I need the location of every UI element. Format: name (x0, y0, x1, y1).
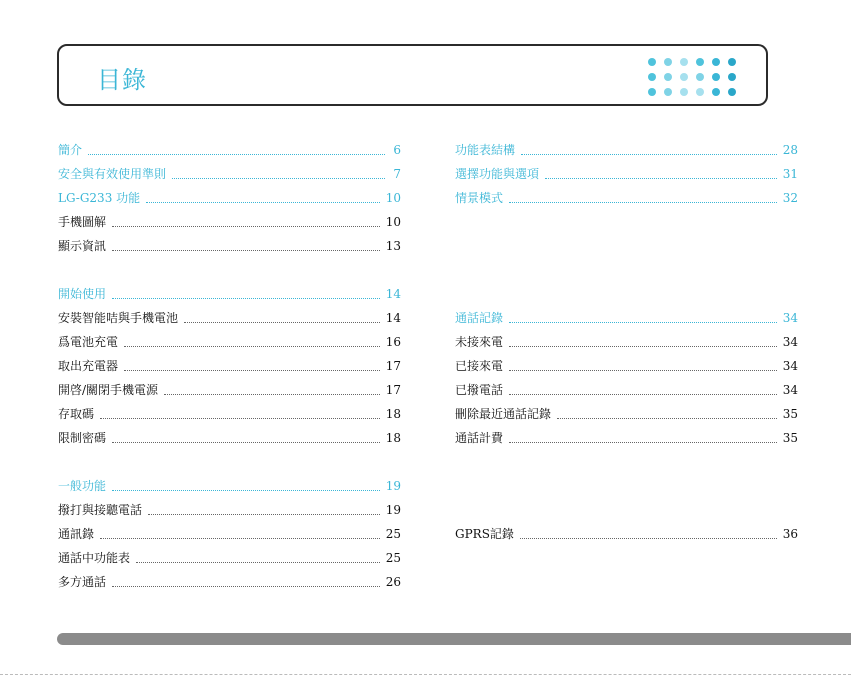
toc-entry[interactable] (58, 162, 401, 186)
dot-leader (509, 394, 777, 395)
toc-entry[interactable] (455, 162, 798, 186)
dot-leader (112, 490, 380, 491)
toc-entry-label: 已接來電 (455, 359, 504, 373)
toc-entry[interactable] (58, 306, 401, 330)
decorative-dot (648, 88, 656, 96)
toc-entry[interactable] (455, 306, 798, 330)
toc-entry-page-number: 16 (385, 335, 401, 349)
toc-entry-page-number: 25 (385, 527, 401, 541)
dot-leader (172, 178, 385, 179)
decorative-dot (728, 58, 736, 66)
decorative-dot (712, 73, 720, 81)
header-box (57, 44, 768, 106)
toc-entry-page-number: 34 (782, 335, 798, 349)
dot-leader (521, 154, 777, 155)
decorative-dot (648, 58, 656, 66)
toc-entry[interactable] (58, 354, 401, 378)
toc-entry[interactable] (455, 522, 798, 546)
decorative-dot (680, 88, 688, 96)
dot-leader (184, 322, 380, 323)
decorative-dot (712, 88, 720, 96)
decorative-dot (728, 73, 736, 81)
toc-entry-label: GPRS記錄 (455, 527, 514, 541)
page-title: 目錄 (97, 66, 147, 94)
toc-entry-label: 通話計費 (455, 431, 504, 445)
toc-entry-page-number: 32 (782, 191, 798, 205)
dot-leader (509, 442, 777, 443)
dot-leader (112, 442, 380, 443)
toc-entry-page-number: 31 (782, 167, 798, 181)
decorative-dot (696, 73, 704, 81)
toc-entry-label: 開啓/關閉手機電源 (58, 383, 159, 397)
toc-entry-label: 顯示資訊 (58, 239, 107, 253)
dot-leader (136, 562, 380, 563)
toc-entry-page-number: 17 (385, 383, 401, 397)
toc-entry[interactable] (58, 570, 401, 594)
toc-entry-page-number: 28 (782, 143, 798, 157)
toc-entry-label: 爲電池充電 (58, 335, 119, 349)
dot-leader (112, 250, 380, 251)
decorative-dot (712, 58, 720, 66)
toc-entry-page-number: 36 (782, 527, 798, 541)
toc-entry[interactable] (455, 426, 798, 450)
dot-leader (112, 226, 380, 227)
toc-entry-page-number: 35 (782, 407, 798, 421)
toc-entry-label: 取出充電器 (58, 359, 119, 373)
toc-entry[interactable] (58, 522, 401, 546)
toc-entry-label: 已撥電話 (455, 383, 504, 397)
dot-leader (509, 346, 777, 347)
dot-leader (124, 346, 380, 347)
toc-entry-label: LG-G233 功能 (58, 191, 141, 205)
dot-leader (148, 514, 380, 515)
toc-entry-page-number: 34 (782, 383, 798, 397)
footer-bar (57, 633, 851, 645)
toc-entry-page-number: 10 (385, 215, 401, 229)
toc-entry-page-number: 6 (393, 143, 401, 157)
decorative-dot (664, 58, 672, 66)
toc-entry-label: 簡介 (58, 143, 83, 157)
decorative-dot (728, 88, 736, 96)
toc-entry-page-number: 34 (782, 359, 798, 373)
decorative-dot (648, 73, 656, 81)
decorative-dot (680, 73, 688, 81)
toc-entry[interactable] (58, 498, 401, 522)
toc-entry[interactable] (455, 354, 798, 378)
toc-entry-label: 未接來電 (455, 335, 504, 349)
toc-entry-label: 選擇功能與選項 (455, 167, 540, 181)
dot-leader (509, 370, 777, 371)
dot-leader (509, 202, 777, 203)
toc-entry-page-number: 34 (782, 311, 798, 325)
toc-entry[interactable] (58, 210, 401, 234)
decorative-dot (696, 58, 704, 66)
dot-leader (100, 538, 380, 539)
toc-entry-label: 安全與有效使用準則 (58, 167, 167, 181)
toc-entry[interactable] (58, 138, 401, 162)
dot-leader (112, 298, 380, 299)
toc-entry[interactable] (455, 330, 798, 354)
toc-entry-page-number: 14 (385, 311, 401, 325)
toc-entry-page-number: 7 (393, 167, 401, 181)
toc-entry[interactable] (58, 234, 401, 258)
toc-entry-label: 功能表結構 (455, 143, 516, 157)
toc-entry-label: 安裝智能咭與手機電池 (58, 311, 179, 325)
toc-entry-page-number: 18 (385, 431, 401, 445)
toc-entry-page-number: 10 (385, 191, 401, 205)
dot-leader (88, 154, 385, 155)
decorative-dot-grid (648, 58, 752, 96)
toc-entry-page-number: 14 (385, 287, 401, 301)
dot-leader (164, 394, 380, 395)
dot-leader (509, 322, 777, 323)
toc-entry-label: 手機圖解 (58, 215, 107, 229)
toc-entry[interactable] (455, 138, 798, 162)
toc-entry-label: 限制密碼 (58, 431, 107, 445)
decorative-dot (680, 58, 688, 66)
toc-entry-label: 開始使用 (58, 287, 107, 301)
toc-entry-page-number: 25 (385, 551, 401, 565)
toc-entry-page-number: 13 (385, 239, 401, 253)
toc-entry-label: 一般功能 (58, 479, 107, 493)
toc-entry[interactable] (58, 282, 401, 306)
toc-entry-page-number: 19 (385, 503, 401, 517)
toc-entry-label: 通話記錄 (455, 311, 504, 325)
toc-entry-page-number: 18 (385, 407, 401, 421)
dot-leader (100, 418, 380, 419)
toc-entry-label: 多方通話 (58, 575, 107, 589)
toc-entry[interactable] (58, 546, 401, 570)
toc-entry-label: 刪除最近通話記錄 (455, 407, 552, 421)
toc-entry[interactable] (58, 378, 401, 402)
decorative-dot (664, 73, 672, 81)
toc-entry[interactable] (58, 402, 401, 426)
toc-entry-page-number: 19 (385, 479, 401, 493)
dot-leader (545, 178, 777, 179)
toc-entry-page-number: 26 (385, 575, 401, 589)
dot-leader (520, 538, 777, 539)
toc-entry-page-number: 35 (782, 431, 798, 445)
dot-leader (124, 370, 380, 371)
toc-entry-label: 情景模式 (455, 191, 504, 205)
dot-leader (112, 586, 380, 587)
decorative-dot (664, 88, 672, 96)
toc-entry[interactable] (58, 330, 401, 354)
toc-entry[interactable] (455, 186, 798, 210)
toc-entry-label: 撥打與接聽電話 (58, 503, 143, 517)
toc-entry-label: 通話中功能表 (58, 551, 131, 565)
toc-entry[interactable] (455, 402, 798, 426)
dot-leader (557, 418, 777, 419)
toc-entry[interactable] (455, 378, 798, 402)
toc-entry-page-number: 17 (385, 359, 401, 373)
toc-entry-label: 通訊錄 (58, 527, 95, 541)
toc-entry[interactable] (58, 474, 401, 498)
decorative-dot (696, 88, 704, 96)
toc-entry[interactable] (58, 186, 401, 210)
toc-entry-label: 存取碼 (58, 407, 95, 421)
toc-entry[interactable] (58, 426, 401, 450)
dot-leader (146, 202, 380, 203)
